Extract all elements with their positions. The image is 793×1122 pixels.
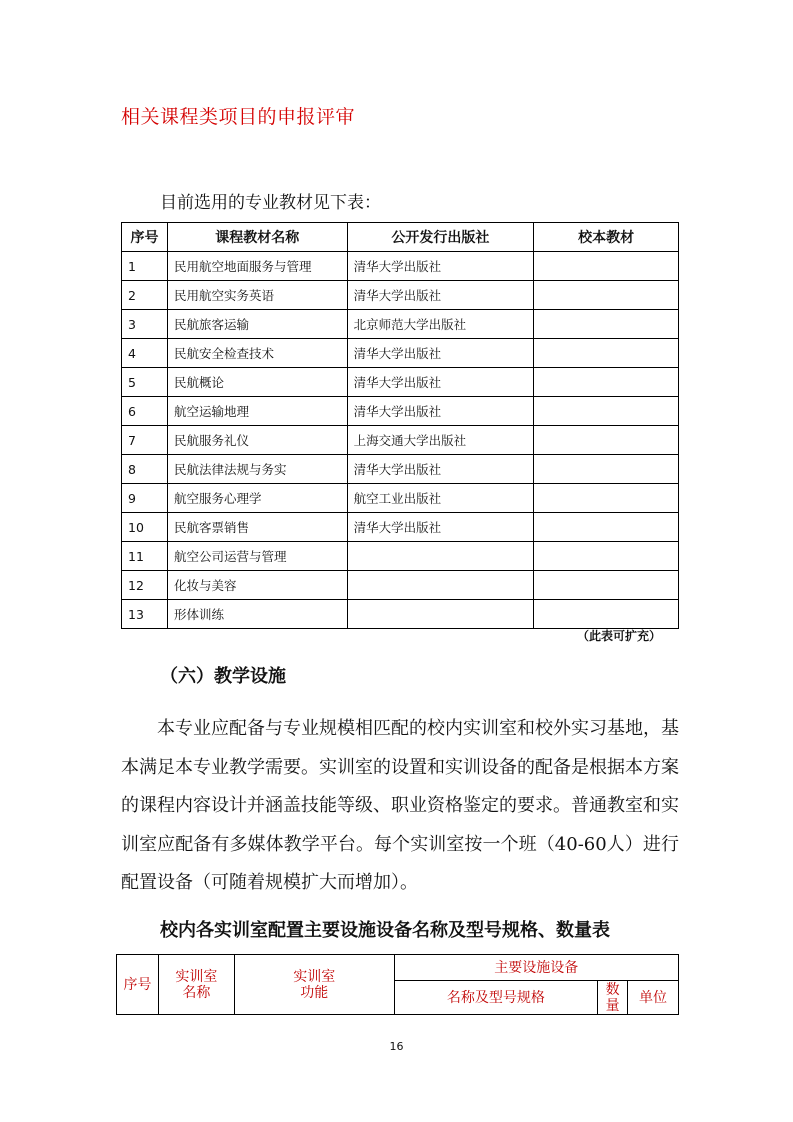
facility-header-group: 主要设施设备 [394,955,678,981]
page-number: 16 [389,1040,404,1053]
cell-seq: 3 [122,310,168,339]
cell-publisher [347,542,534,571]
cell-seq: 10 [122,513,168,542]
cell-course-name: 化妆与美容 [167,571,347,600]
facility-header-unit: 单位 [628,981,679,1015]
facility-header-seq: 序号 [117,955,159,1015]
cell-seq: 13 [122,600,168,629]
table-row [122,368,679,397]
cell-seq: 12 [122,571,168,600]
table-row [122,426,679,455]
section-heading: （六）教学设施 [160,666,286,687]
cell-course-name: 民用航空地面服务与管理 [167,252,347,281]
cell-publisher [347,600,534,629]
body-paragraph: 本专业应配备与专业规模相匹配的校内实训室和校外实习基地，基本满足本专业教学需要。实训室的设置和实训设备的配备是根据本方案的课程内容设计并涵盖技能等级、职业资格鉴定的要求。普通教室和实训室应配备有多媒体教学平台。每个实训室按一个班（40-60人）进行配置设备（可随着规模扩大而增加）。 [121,718,679,893]
table-row [122,484,679,513]
cell-school-textbook [534,281,679,310]
table-row [122,339,679,368]
cell-school-textbook [534,397,679,426]
table-row [122,542,679,571]
table-row [122,252,679,281]
cell-publisher: 清华大学出版社 [347,455,534,484]
table-row [122,455,679,484]
cell-school-textbook [534,542,679,571]
cell-publisher: 航空工业出版社 [347,484,534,513]
cell-course-name: 民航法律法规与务实 [167,455,347,484]
textbook-table [121,222,679,629]
cell-publisher: 清华大学出版社 [347,513,534,542]
cell-publisher: 清华大学出版社 [347,252,534,281]
cell-course-name: 航空运输地理 [167,397,347,426]
cell-course-name: 民航概论 [167,368,347,397]
table-row [122,281,679,310]
cell-school-textbook [534,252,679,281]
cell-seq: 1 [122,252,168,281]
table-row [122,310,679,339]
cell-school-textbook [534,455,679,484]
cell-school-textbook [534,571,679,600]
table-note: （此表可扩充） [576,629,661,643]
facility-table [116,954,679,1015]
cell-school-textbook [534,339,679,368]
cell-course-name: 民航服务礼仪 [167,426,347,455]
facility-header-quantity [598,981,628,1015]
cell-seq: 2 [122,281,168,310]
facility-table-caption: 校内各实训室配置主要设施设备名称及型号规格、数量表 [160,920,610,941]
textbook-table-header [122,223,679,252]
cell-course-name: 航空公司运营与管理 [167,542,347,571]
cell-course-name: 民航客票销售 [167,513,347,542]
quantity-label: 数量 [605,981,620,1014]
cell-school-textbook [534,426,679,455]
cell-school-textbook [534,310,679,339]
table-row [122,571,679,600]
cell-publisher: 清华大学出版社 [347,281,534,310]
cell-school-textbook [534,368,679,397]
room-function-label: 实训室功能 [293,968,336,1001]
header-publisher: 公开发行出版社 [347,223,534,252]
header-school-textbook: 校本教材 [534,223,679,252]
cell-seq: 9 [122,484,168,513]
cell-school-textbook [534,513,679,542]
cell-course-name: 民航安全检查技术 [167,339,347,368]
cell-course-name: 航空服务心理学 [167,484,347,513]
table-row [122,397,679,426]
table-row [122,513,679,542]
cell-publisher: 清华大学出版社 [347,368,534,397]
cell-publisher: 北京师范大学出版社 [347,310,534,339]
cell-seq: 8 [122,455,168,484]
table-row [122,600,679,629]
cell-course-name: 民航旅客运输 [167,310,347,339]
cell-publisher: 清华大学出版社 [347,339,534,368]
cell-publisher: 上海交通大学出版社 [347,426,534,455]
red-header-text: 相关课程类项目的申报评审 [121,106,356,128]
cell-course-name: 民用航空实务英语 [167,281,347,310]
cell-course-name: 形体训练 [167,600,347,629]
cell-school-textbook [534,484,679,513]
header-seq: 序号 [122,223,168,252]
cell-seq: 11 [122,542,168,571]
cell-publisher: 清华大学出版社 [347,397,534,426]
facility-header-room-name [158,955,234,1015]
room-name-label: 实训室名称 [175,968,218,1001]
cell-school-textbook [534,600,679,629]
cell-publisher [347,571,534,600]
textbook-intro: 目前选用的专业教材见下表： [160,193,381,213]
header-course-name: 课程教材名称 [167,223,347,252]
cell-seq: 6 [122,397,168,426]
cell-seq: 5 [122,368,168,397]
facility-header-room-function [234,955,394,1015]
cell-seq: 4 [122,339,168,368]
cell-seq: 7 [122,426,168,455]
facility-header-equipment: 名称及型号规格 [394,981,598,1015]
